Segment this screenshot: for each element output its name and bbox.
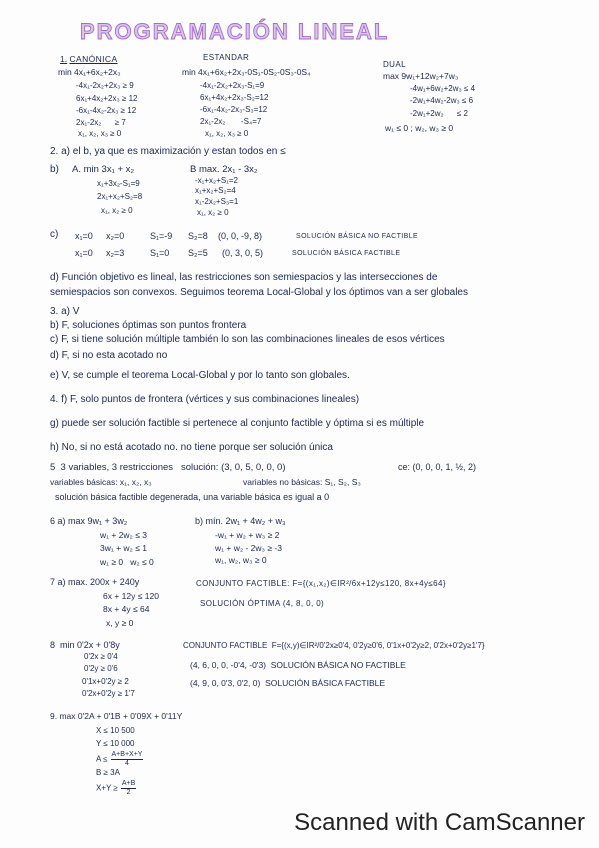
answer-2a: 2. a) el b, ya que es maximización y estan todos en ≤	[50, 146, 286, 157]
problem-b-constraint: -x₁+x₂+S₁=2	[195, 176, 238, 185]
value-x2: x₂=3	[106, 248, 125, 258]
canonica-constraint: -4x₁-2x₂+2x₃ ≥ 9	[76, 81, 134, 90]
feasible-set: CONJUNTO FACTIBLE F={(x,y)∈IR²/0'2x≥0'4, 0'2y≥0'6, 0'1x+0'2y≥2, 0'2x+0'2y≥1'7}	[183, 641, 485, 650]
basic-variables: variables básicas: x₁, x₂, x₃	[50, 477, 152, 487]
problem-9-objective: 9. max 0'2A + 0'1B + 0'09X + 0'11Y	[50, 711, 183, 721]
problem-b-constraint: x₁+x₂+S₂=4	[195, 186, 236, 195]
canonica-constraint: 6x₁+4x₂+2x₃ ≥ 12	[76, 94, 138, 103]
estandar-constraint: 2x₁-2x₂ -S₄=7	[200, 117, 262, 126]
problem-b-constraint: x₁-2x₂+S₃=1	[195, 197, 239, 206]
value-s1: S₁=-9	[150, 231, 173, 241]
solution-type: SOLUCIÓN BÁSICA NO FACTIBLE	[296, 233, 419, 240]
degenerate-note: solución básica factible degenerada, una variable básica es igual a 0	[55, 492, 330, 502]
answer-3b: b) F, soluciones óptimas son puntos frontera	[50, 320, 247, 331]
problem-a-constraint: 2x₁+x₂+S₂=8	[97, 192, 143, 201]
estandar-constraint: 6x₁+4x₂+2x₃-S₂=12	[200, 93, 269, 102]
feasible-set: CONJUNTO FACTIBLE: F={(x₁,x₂)∈IR²/6x+12y≤120, 8x+4y≤64}	[196, 579, 446, 588]
estandar-heading: ESTANDAR	[203, 53, 250, 62]
answer-2d-line: d) Función objetivo es lineal, las restricciones son semiespacios y las intersecciones de	[50, 272, 438, 283]
problem-a-constraint: x₁+3x₂-S₁=9	[97, 179, 140, 188]
problem-7-constraint: 8x + 4y ≤ 64	[103, 604, 150, 614]
estandar-objective: min 4x₁+6x₂+2x₃-0S₁-0S₂-0S₃-0S₄	[182, 67, 311, 77]
problem-a-nonnegativity: x₁, x₂ ≥ 0	[101, 206, 133, 215]
dual-constraint: -2w₁+4w₂-2w₃ ≤ 6	[410, 96, 474, 105]
fraction-denominator: 4	[125, 759, 129, 767]
answer-2b-label: b)	[50, 164, 59, 175]
answer-5-solution: 5 3 variables, 3 restricciones solución: (3, 0, 5, 0, 0, 0)	[50, 462, 286, 473]
estandar-constraint: -6x₁-4x₂-2x₃-S₃=12	[200, 105, 268, 114]
problem-6b-constraint: w₁ + w₂ - 2w₃ ≥ -3	[215, 543, 282, 553]
value-x1: x₁=0	[75, 248, 93, 258]
problem-8-constraint: 0'2x+0'2y ≥ 1'7	[82, 689, 135, 698]
solution-type: SOLUCIÓN BÁSICA FACTIBLE	[292, 250, 401, 257]
answer-4h: h) No, si no está acotado no. no tiene porque ser solución única	[50, 442, 333, 453]
dual-constraint: -4w₁+6w₂+2w₃ ≤ 4	[410, 84, 476, 93]
problem-8-constraint: 0'2y ≥ 0'6	[84, 664, 118, 673]
value-x1: x₁=0	[75, 231, 93, 241]
answer-2c-label: c)	[50, 229, 59, 240]
fraction	[121, 780, 136, 796]
problem-7-objective: 7 a) max. 200x + 240y	[50, 577, 140, 587]
fraction-numerator: A+B+X+Y	[111, 751, 143, 758]
basic-solution-point: (0, 3, 0, 5)	[222, 248, 264, 258]
problem-9-constraint: B ≥ 3A	[96, 768, 120, 777]
problem-6a-objective: 6 a) max 9w₁ + 3w₂	[50, 516, 128, 526]
problem-8-objective: 8 min 0'2x + 0'8y	[50, 640, 120, 650]
problem-9-constraint: X ≤ 10 500	[96, 726, 135, 735]
problem-6b-objective: b) mín. 2w₁ + 4w₂ + w₃	[195, 516, 286, 526]
non-basic-variables: variables no básicas: S₁, S₂, S₃	[243, 477, 361, 487]
problem-7-nonnegativity: x, y ≥ 0	[106, 618, 134, 628]
answer-3e: e) V, se cumple el teorema Local-Global y por lo tanto son globales.	[50, 370, 350, 381]
estandar-nonnegativity: x₁, x₂, x₃ ≥ 0	[205, 129, 249, 138]
problem-7-constraint: 6x + 12y ≤ 120	[103, 591, 159, 601]
problem-9-constraint: Y ≤ 10 000	[96, 739, 135, 748]
dual-constraint: -2w₁+2w₂ ≤ 2	[410, 109, 468, 118]
problem-b-objective: B max. 2x₁ - 3x₂	[190, 164, 258, 175]
value-x2: x₂=0	[106, 231, 125, 241]
fraction	[111, 751, 144, 767]
problem-6b-nonnegativity: w₁, w₂, w₃ ≥ 0	[215, 555, 267, 565]
non-feasible-basic-solution: (4, 6, 0, 0, -0'4, -0'3) SOLUCIÓN BÁSICA NO FACTIBLE	[190, 660, 406, 670]
problem-a-objective: A. min 3x₁ + x₂	[72, 164, 135, 175]
canonica-constraint: 2x₁-2x₂ ≥ 7	[76, 118, 126, 127]
fraction-lhs: X+Y ≥	[96, 783, 118, 793]
optimal-solution: SOLUCIÓN ÓPTIMA (4, 8, 0, 0)	[200, 599, 325, 608]
reduced-costs: ce: (0, 0, 0, 1, ½, 2)	[398, 462, 477, 472]
problem-8-constraint: 0'1x+0'2y ≥ 2	[82, 677, 129, 686]
section-1-heading	[60, 55, 118, 64]
answer-3d: d) F, si no esta acotado no	[50, 350, 168, 361]
value-s2: S₂=5	[188, 248, 208, 258]
problem-b-nonnegativity: x₁, x₂ ≥ 0	[197, 208, 229, 217]
estandar-constraint: -4x₁-2x₂+2x₃-S₁=9	[200, 81, 265, 90]
section-number: 1.	[60, 54, 68, 64]
canonica-heading: CANÓNICA	[69, 54, 118, 64]
answer-4f: 4. f) F, solo puntos de frontera (vértices y sus combinaciones lineales)	[50, 394, 360, 405]
answer-3c: c) F, si tiene solución múltiple también lo son las combinaciones lineales de esos vértices	[50, 334, 445, 345]
dual-sign-constraints: w₁ ≤ 0 ; w₂, w₃ ≥ 0	[385, 123, 454, 133]
value-s1: S₁=0	[150, 248, 170, 258]
problem-8-constraint: 0'2x ≥ 0'4	[84, 652, 118, 661]
basic-solution-point: (0, 0, -9, 8)	[218, 231, 263, 241]
canonica-nonnegativity: x₁, x₂, x₃ ≥ 0	[78, 129, 122, 138]
fraction-lhs: A ≤	[96, 754, 108, 764]
answer-2d-line: semiespacios son convexos. Seguimos teorema Local-Global y los óptimos van a ser globales	[50, 287, 468, 298]
problem-9-constraint	[96, 751, 143, 767]
fraction-numerator: A+B	[121, 780, 136, 787]
answer-4g: g) puede ser solución factible si pertenece al conjunto factible y óptima si es múltiple	[50, 418, 425, 429]
problem-9-constraint	[96, 780, 136, 796]
scanner-watermark: Scanned with CamScanner	[294, 809, 585, 836]
canonica-objective: min 4x₁+6x₂+2x₃	[58, 67, 121, 77]
fraction-denominator: 2	[126, 788, 131, 796]
problem-6b-constraint: -w₁ + w₂ + w₃ ≥ 2	[215, 530, 280, 540]
problem-6a-sign-constraints: w₁ ≥ 0 w₂ ≤ 0	[100, 557, 154, 567]
problem-6a-constraint: w₁ + 2w₂ ≤ 3	[100, 530, 147, 540]
page-title: PROGRAMACIÓN LINEAL	[80, 19, 390, 44]
answer-3a: 3. a) V	[50, 306, 80, 317]
canonica-constraint: -6x₁-4x₂-2x₃ ≥ 12	[76, 106, 137, 115]
feasible-basic-solution: (4, 9, 0, 0'3, 0'2, 0) SOLUCIÓN BÁSICA FACTIBLE	[190, 678, 386, 688]
dual-objective: max 9w₁+12w₂+7w₃	[383, 71, 459, 81]
problem-6a-constraint: 3w₁ + w₂ ≤ 1	[100, 543, 147, 553]
value-s2: S₂=8	[188, 231, 208, 241]
dual-heading: DUAL	[383, 60, 406, 69]
